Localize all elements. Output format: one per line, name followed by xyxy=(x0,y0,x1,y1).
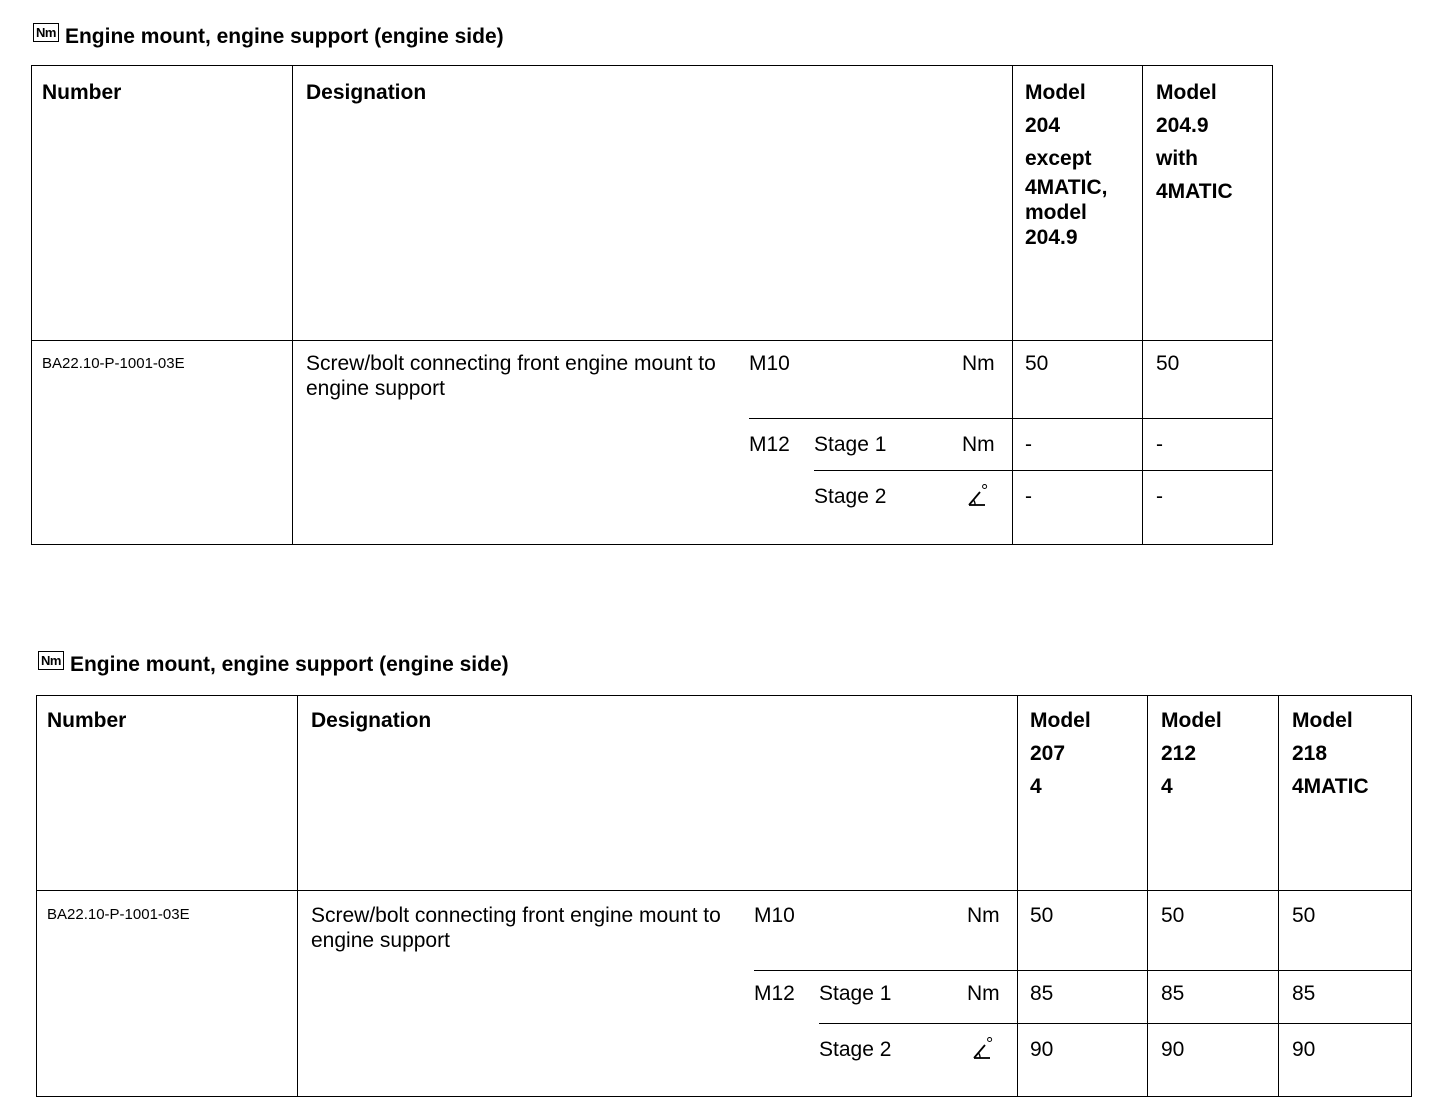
header-model-1-line: except xyxy=(1025,147,1092,170)
header-model-2-line: with xyxy=(1156,147,1198,170)
spec-value: 50 xyxy=(1292,904,1316,927)
spec-stage: Stage 2 xyxy=(819,1038,892,1061)
spec-value: 85 xyxy=(1161,982,1185,1005)
table-2-title-text: Engine mount, engine support (engine side) xyxy=(69,653,509,676)
torque-nm-icon: Nm xyxy=(38,651,64,670)
degree-symbol: ° xyxy=(981,481,989,501)
torque-table-1 xyxy=(31,65,1273,545)
header-model-1-line: 204.9 xyxy=(1025,226,1078,249)
spec-value: - xyxy=(1156,433,1163,456)
header-model-1 xyxy=(1030,704,1091,803)
header-model-3 xyxy=(1292,704,1369,803)
header-model-3-line: 4MATIC xyxy=(1292,775,1369,798)
torque-nm-icon: Nm xyxy=(33,23,59,42)
header-designation: Designation xyxy=(311,709,432,732)
designation-text: Screw/bolt connecting front engine mount to engine support xyxy=(311,904,721,952)
spec-value: - xyxy=(1025,485,1032,508)
spec-stage: Stage 2 xyxy=(814,485,887,508)
spec-value: 85 xyxy=(1292,982,1316,1005)
spec-unit: Nm xyxy=(967,982,1000,1005)
header-model-1-line: 207 xyxy=(1030,742,1066,765)
spec-unit: Nm xyxy=(962,433,995,456)
spec-value: 90 xyxy=(1161,1038,1185,1061)
header-model-2-line: 4MATIC xyxy=(1156,180,1233,203)
header-model-1-line: Model xyxy=(1030,709,1091,732)
spec-value: - xyxy=(1156,485,1163,508)
spec-stage: Stage 1 xyxy=(814,433,887,456)
header-model-2-line: 4 xyxy=(1161,775,1173,798)
designation-text: Screw/bolt connecting front engine mount to engine support xyxy=(306,352,716,400)
header-model-1-line: model xyxy=(1025,201,1087,224)
torque-table-2 xyxy=(36,695,1412,1097)
header-designation: Designation xyxy=(306,81,427,104)
header-number: Number xyxy=(42,81,122,104)
spec-stage: Stage 1 xyxy=(819,982,892,1005)
header-model-3-line: Model xyxy=(1292,709,1353,732)
header-model-2-line: 204.9 xyxy=(1156,114,1209,137)
header-model-2-line: Model xyxy=(1156,81,1217,104)
spec-value: - xyxy=(1025,433,1032,456)
spec-size-m10: M10 xyxy=(749,352,790,375)
header-model-2-line: Model xyxy=(1161,709,1222,732)
spec-value: 85 xyxy=(1030,982,1054,1005)
header-model-1-line: Model xyxy=(1025,81,1086,104)
header-model-1-line: 204 xyxy=(1025,114,1061,137)
angle-unit xyxy=(972,1034,999,1063)
header-model-2 xyxy=(1156,76,1233,208)
spec-value: 50 xyxy=(1030,904,1054,927)
header-model-1-line: 4MATIC, xyxy=(1025,176,1108,199)
spec-value: 90 xyxy=(1030,1038,1054,1061)
header-model-2 xyxy=(1161,704,1222,803)
table-2-title xyxy=(38,653,509,677)
part-number: BA22.10-P-1001-03E xyxy=(47,906,190,923)
spec-value: 50 xyxy=(1025,352,1049,375)
spec-value: 50 xyxy=(1156,352,1180,375)
header-model-1 xyxy=(1025,76,1107,250)
header-model-3-line: 218 xyxy=(1292,742,1328,765)
degree-symbol: ° xyxy=(986,1034,994,1054)
header-number: Number xyxy=(47,709,127,732)
part-number: BA22.10-P-1001-03E xyxy=(42,355,185,372)
spec-value: 50 xyxy=(1161,904,1185,927)
table-1-title xyxy=(33,25,504,49)
spec-unit: Nm xyxy=(962,352,995,375)
spec-size-m12: M12 xyxy=(749,433,790,456)
header-model-1-line: 4 xyxy=(1030,775,1042,798)
spec-size-m10: M10 xyxy=(754,904,795,927)
spec-size-m12: M12 xyxy=(754,982,795,1005)
table-1-title-text: Engine mount, engine support (engine side) xyxy=(64,25,504,48)
spec-value: 90 xyxy=(1292,1038,1316,1061)
header-model-2-line: 212 xyxy=(1161,742,1197,765)
spec-unit: Nm xyxy=(967,904,1000,927)
angle-unit xyxy=(967,481,994,510)
